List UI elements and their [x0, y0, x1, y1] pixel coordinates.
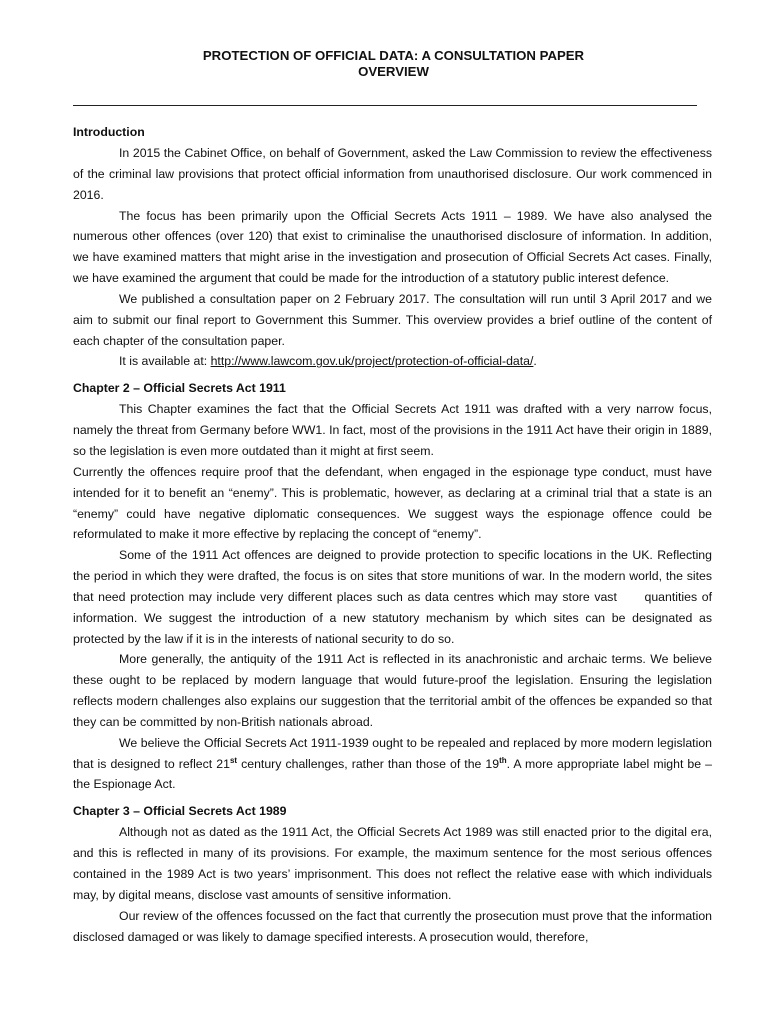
chapter-3-section — [73, 803, 712, 947]
superscript-th: th — [499, 755, 507, 765]
title-divider — [73, 105, 697, 106]
introduction-paragraph-3: We published a consultation paper on 2 February 2017. The consultation will run until 3 April 2017 and we aim to submit our final report to Government this Summer. This overview provides a brief outline of the content of each chapter of the consultation paper. — [73, 291, 712, 348]
introduction-paragraph-2: The focus has been primarily upon the Official Secrets Acts 1911 – 1989. We have also analysed the numerous other offences (over 120) that exist to criminalise the unauthorised disclosure of information. In addition, we have examined matters that might arise in the investigation and prosecution of Official Secrets Act cases. Finally, we have examined the argument that could be made for the introduction of a statutory public interest defence. — [73, 208, 712, 286]
chapter-2-paragraph-3-part-2: quantities of information. We suggest the introduction of a new statutory mechanism by which sites can be designated as protected by the law if it is in the interests of national security to do so. — [73, 589, 712, 646]
chapter-2-paragraph-1: This Chapter examines the fact that the Official Secrets Act 1911 was drafted with a very narrow focus, namely the threat from Germany before WW1. In fact, most of the provisions in the 1911 Act have their origin in 1889, so the legislation is even more outdated than it might at first seem. — [73, 402, 712, 458]
chapter-2-paragraph-3-part-1: Some of the 1911 Act offences are deigned to provide protection to specific locations in the UK. Reflecting the period in which they were drafted, the focus is on sites that store munitions of war. In the modern world, the sites that need protection may include very different places such as data centres which may store vast — [73, 548, 712, 604]
introduction-heading: Introduction — [73, 125, 145, 139]
introduction-section — [73, 124, 712, 372]
introduction-paragraph-4 — [73, 351, 712, 372]
chapter-2-heading: Chapter 2 – Official Secrets Act 1911 — [73, 381, 286, 396]
document-title — [73, 48, 712, 80]
availability-suffix: . — [533, 354, 537, 369]
chapter-2-paragraph-3 — [73, 545, 712, 649]
document-page — [73, 48, 712, 947]
chapter-3-paragraph-1: Although not as dated as the 1911 Act, the Official Secrets Act 1989 was still enacted prior to the digital era, and this is reflected in many of its provisions. For example, the maximum sentence for the most serious offences contained in the 1989 Act is two years’ imprisonment. This does not reflect the relative ease with which individuals may, by digital means, disclose vast amounts of sensitive information. — [73, 825, 712, 902]
chapter-2-paragraph-2: Currently the offences require proof that the defendant, when engaged in the espionage type conduct, must have intended for it to benefit an “enemy”. This is problematic, however, as declaring at a criminal trial that a state is an “enemy” could have negative diplomatic consequences. We suggest ways the espionage offence could be reformulated to make it more effective by replacing the concept of “enemy”. — [73, 464, 712, 542]
chapter-2-paragraph-5-part-3: . A more appropriate label might be – the Espionage Act. — [73, 756, 712, 792]
chapter-3-heading: Chapter 3 – Official Secrets Act 1989 — [73, 804, 287, 819]
superscript-st: st — [229, 755, 238, 765]
title-line-2: OVERVIEW — [358, 64, 429, 79]
chapter-3-paragraph-2: Our review of the offences focussed on the fact that currently the prosecution must prove that the information disclosed damaged or was likely to damage specified interests. A prosecution would, therefore, — [73, 908, 712, 944]
chapter-2-paragraph-4: More generally, the antiquity of the 1911 Act is reflected in its anachronistic and archaic terms. We believe these ought to be replaced by modern language that would future-proof the legislation. Ensuring the legislation reflects modern challenges also explains our suggestion that the territorial ambit of the offences be expanded so that they can be committed by non-British nationals abroad. — [73, 652, 712, 729]
title-line-1: PROTECTION OF OFFICIAL DATA: A CONSULTATION PAPER — [202, 48, 585, 63]
chapter-2-paragraph-5 — [73, 733, 712, 796]
introduction-paragraph-1: In 2015 the Cabinet Office, on behalf of Government, asked the Law Commission to review the effectiveness of the criminal law provisions that protect official information from unauthorised disclosure. Our work commenced in 2016. — [73, 146, 712, 202]
chapter-2-section — [73, 380, 712, 795]
chapter-2-paragraph-5-part-2: century challenges, rather than those of the 19 — [237, 756, 500, 771]
consultation-link[interactable]: http://www.lawcom.gov.uk/project/protection-of-official-data/ — [210, 354, 534, 369]
availability-text: It is available at: — [119, 354, 211, 369]
chapter-2-paragraph-5-part-1: We believe the Official Secrets Act 1911-1939 ought to be repealed and replaced by more modern legislation that is designed to reflect 21 — [73, 735, 712, 771]
